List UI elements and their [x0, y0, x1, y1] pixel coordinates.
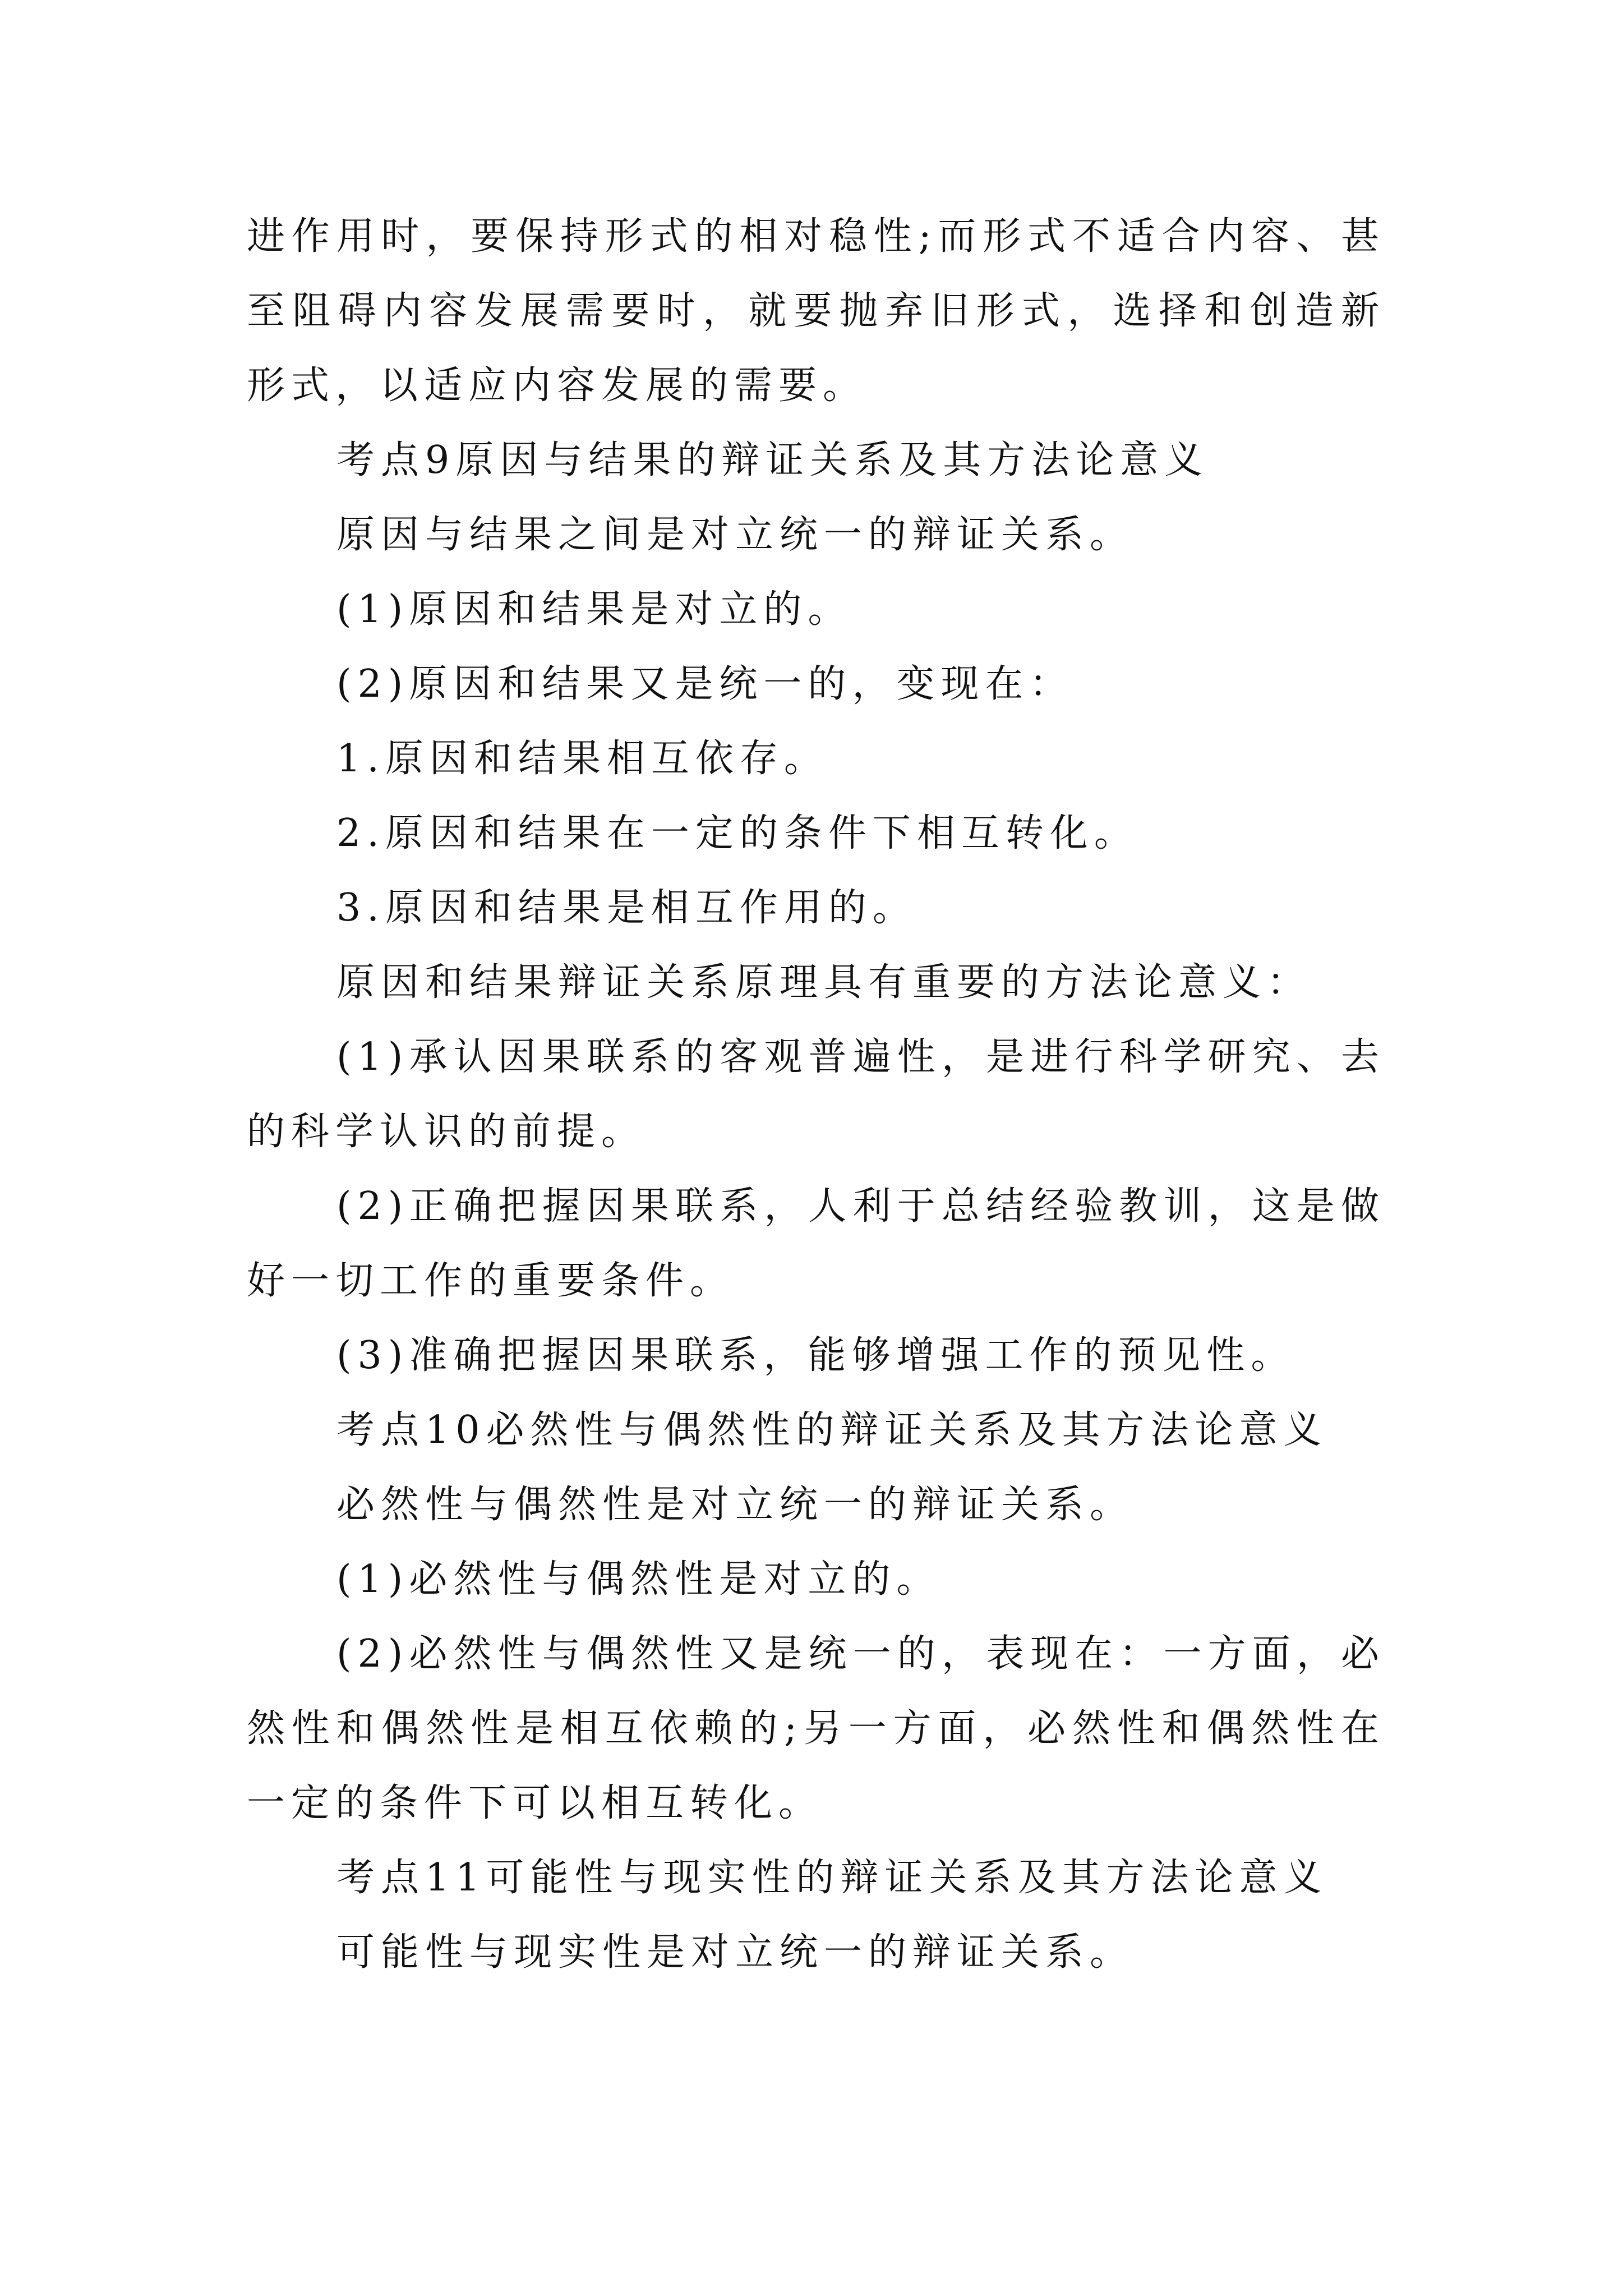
list-item: 3.原因和结果是相互作用的。: [336, 886, 917, 930]
list-item: (2)必然性与偶然性又是统一的，表现在：一方面，必然性和偶然性是相互依赖的;另一方面，必然性和偶然性在一定的条件下可以相互转化。: [247, 1632, 1385, 1825]
list-item: (3)准确把握因果联系，能够增强工作的预见性。: [336, 1333, 1295, 1378]
heading-kaodian-11: 考点11可能性与现实性的辩证关系及其方法论意义: [336, 1856, 1328, 1900]
list-item: (2)正确把握因果联系，人利于总结经验教训，这是做好一切工作的重要条件。: [247, 1184, 1385, 1303]
paragraph: 原因与结果之间是对立统一的辩证关系。: [336, 513, 1135, 557]
paragraph-continuation: 进作用时，要保持形式的相对稳性;而形式不适合内容、甚至阻碍内容发展需要时，就要抛弃旧形式，选择和创造新形式，以适应内容发展的需要。: [247, 214, 1385, 408]
heading-kaodian-10: 考点10必然性与偶然性的辩证关系及其方法论意义: [336, 1408, 1328, 1452]
paragraph: 必然性与偶然性是对立统一的辩证关系。: [336, 1483, 1135, 1527]
heading-kaodian-9: 考点9原因与结果的辩证关系及其方法论意义: [336, 438, 1209, 482]
paragraph: 原因和结果辩证关系原理具有重要的方法论意义：: [336, 960, 1312, 1005]
document-body: [247, 199, 1385, 1990]
list-item: (1)必然性与偶然性是对立的。: [336, 1557, 941, 1602]
list-item: (1)承认因果联系的客观普遍性，是进行科学研究、去的科学认识的前提。: [247, 1035, 1385, 1154]
list-item: 2.原因和结果在一定的条件下相互转化。: [336, 811, 1138, 855]
paragraph: 可能性与现实性是对立统一的辩证关系。: [336, 1930, 1135, 1975]
list-item: (1)原因和结果是对立的。: [336, 587, 852, 632]
list-item: 1.原因和结果相互依存。: [336, 737, 828, 781]
list-item: (2)原因和结果又是统一的，变现在：: [336, 662, 1074, 706]
